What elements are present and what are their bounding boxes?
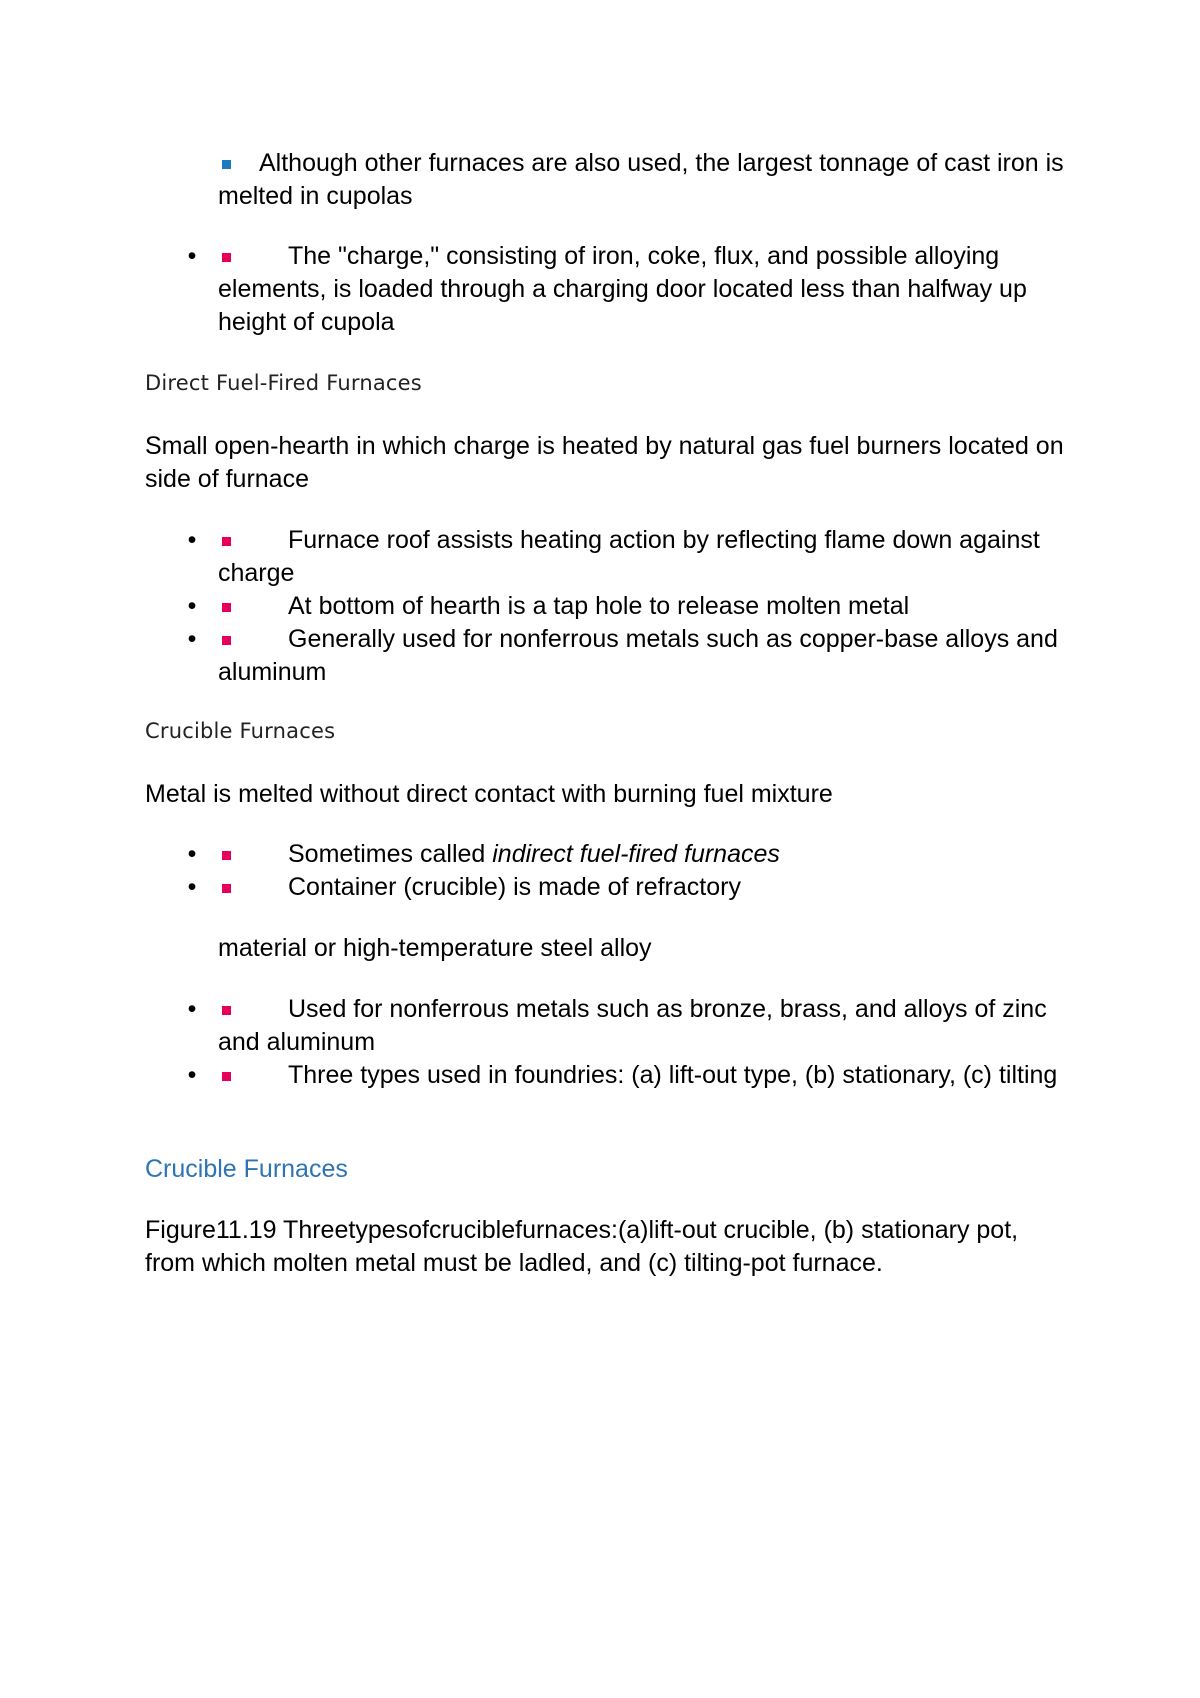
bullet-dot-icon: • [187, 840, 197, 868]
bullet-dot-icon: • [187, 873, 197, 901]
bullet-dot-icon: • [187, 526, 197, 554]
list-item-text: Sometimes called indirect fuel-fired furnaces [288, 840, 780, 868]
square-bullet-icon [222, 603, 231, 612]
list-item-text: At bottom of hearth is a tap hole to release molten metal [288, 592, 910, 620]
bullet-dot-icon: • [187, 625, 197, 653]
bullet-dot-icon: • [187, 592, 197, 620]
square-bullet-icon [222, 1072, 231, 1081]
list-item-text: Three types used in foundries: (a) lift-out type, (b) stationary, (c) tilting [288, 1061, 1058, 1089]
square-bullet-icon [222, 851, 231, 860]
square-bullet-icon [222, 537, 231, 546]
square-bullet-icon [222, 253, 231, 262]
list-item [187, 871, 1078, 904]
square-bullet-icon [222, 884, 231, 893]
paragraph-direct-intro: Small open-hearth in which charge is heated by natural gas fuel burners located on side of furnace [145, 432, 1064, 493]
section-heading-direct: Direct Fuel-Fired Furnaces [145, 371, 422, 395]
list-item [187, 623, 1078, 689]
list-item [187, 524, 1078, 590]
list-item-text: Used for nonferrous metals such as bronze, brass, and alloys of zinc and aluminum [218, 995, 1047, 1056]
square-bullet-icon [222, 1006, 231, 1015]
bullet-dot-icon: • [187, 242, 197, 270]
bullet-dot-icon: • [187, 1061, 197, 1089]
section-heading-figure: Crucible Furnaces [145, 1155, 348, 1183]
list-item [187, 838, 1078, 871]
list-item [187, 1059, 1078, 1092]
list-item-text: Although other furnaces are also used, the largest tonnage of cast iron is melted in cupolas [218, 149, 1064, 210]
list-item-charge-note [187, 240, 1078, 339]
list-item-cupola-note [218, 147, 1078, 213]
list-item-text: Generally used for nonferrous metals such as copper-base alloys and aluminum [218, 625, 1058, 686]
square-bullet-icon [222, 636, 231, 645]
list-item [187, 590, 1078, 623]
section-heading-crucible: Crucible Furnaces [145, 719, 336, 743]
bullet-dot-icon: • [187, 995, 197, 1023]
list-item-text: Furnace roof assists heating action by reflecting flame down against charge [218, 526, 1040, 587]
figure-caption: Figure11.19 Threetypesofcruciblefurnaces:(a)lift-out crucible, (b) stationary pot, from which molten metal must be ladled, and (c) tilting-pot furnace. [145, 1216, 1019, 1277]
paragraph-continuation: material or high-temperature steel alloy [218, 934, 652, 962]
italic-term: indirect fuel-fired furnaces [492, 840, 780, 868]
paragraph-crucible-intro: Metal is melted without direct contact with burning fuel mixture [145, 780, 833, 808]
list-item [187, 993, 1078, 1059]
square-bullet-icon [222, 160, 231, 169]
list-item-text: Container (crucible) is made of refractory [288, 873, 741, 901]
list-item-text: The "charge," consisting of iron, coke, flux, and possible alloying elements, is loaded through a charging door located less than halfway up height of cupola [218, 242, 1027, 336]
